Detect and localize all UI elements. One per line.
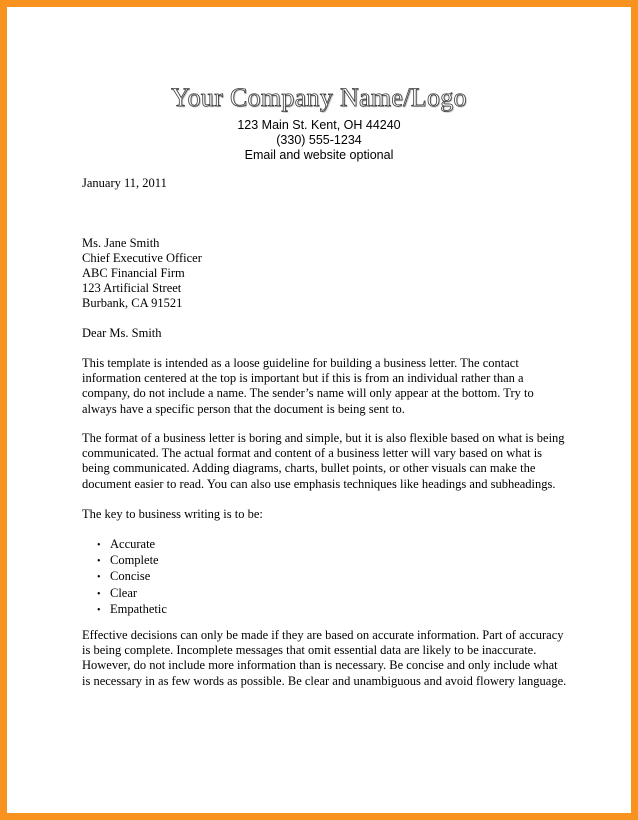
paragraph-line: The format of a business letter is boring and simple, but it is also flexible based on what is being (82, 431, 565, 445)
paragraph-intro (82, 356, 562, 417)
list-item: • Empathetic (97, 602, 167, 618)
paragraph-line: This template is intended as a loose guideline for building a business letter. The contact (82, 356, 519, 370)
recipient-company: ABC Financial Firm (82, 266, 185, 280)
sender-contact-note: Email and website optional (244, 148, 394, 162)
bullet-icon: • (97, 604, 101, 616)
paragraph-line: is being complete. Incomplete messages that omit essential data are likely to be inaccurate. (82, 643, 537, 658)
list-item: • Clear (97, 586, 167, 602)
paragraph-line: However, do not include more information than is necessary. Be concise and only include what (82, 658, 558, 673)
paragraph-line: company, do not include a name. The sender’s name will only appear at the bottom. Try to (82, 386, 534, 401)
list-item: • Concise (97, 569, 167, 585)
list-item: • Accurate (97, 537, 167, 553)
paragraph-line: is necessary in as few words as possible. Be clear and unambiguous and avoid flowery language. (82, 673, 567, 688)
list-item: • Complete (97, 553, 167, 569)
recipient-name: Ms. Jane Smith (82, 236, 160, 250)
salutation: Dear Ms. Smith (82, 326, 162, 340)
bullet-icon: • (97, 572, 101, 584)
recipient-title: Chief Executive Officer (82, 251, 202, 265)
recipient-street: 123 Artificial Street (82, 281, 182, 295)
bullet-icon: • (97, 540, 101, 551)
recipient-city: Burbank, CA 91521 (82, 296, 183, 310)
bullet-list (97, 537, 167, 618)
letter-page (7, 7, 631, 813)
paragraph-key: The key to business writing is to be: (82, 507, 263, 521)
company-logo-text: Your Company Name/Logo (171, 83, 467, 112)
letter-date: January 11, 2011 (82, 176, 167, 190)
paragraph-line: communicated. The actual format and content of a business letter will vary based on what is (82, 446, 543, 461)
paragraph-line: always have a specific person that the document is being sent to. (82, 401, 405, 416)
paragraph-line: information centered at the top is important but if this is from an individual rather than a (82, 371, 524, 386)
sender-address: 123 Main St. Kent, OH 44240 (237, 118, 401, 132)
bullet-icon: • (97, 556, 101, 568)
paragraph-format (82, 431, 565, 492)
bullet-icon: • (97, 588, 101, 600)
paragraph-accuracy (82, 628, 567, 689)
paragraph-line: Effective decisions can only be made if they are based on accurate information. Part of accuracy (82, 628, 564, 642)
paragraph-line: document easier to read. You can also use emphasis techniques like headings and subheadings. (82, 476, 556, 491)
paragraph-line: being communicated. Adding diagrams, charts, bullet points, or other visuals can make the (82, 461, 536, 476)
sender-phone: (330) 555-1234 (276, 133, 362, 147)
